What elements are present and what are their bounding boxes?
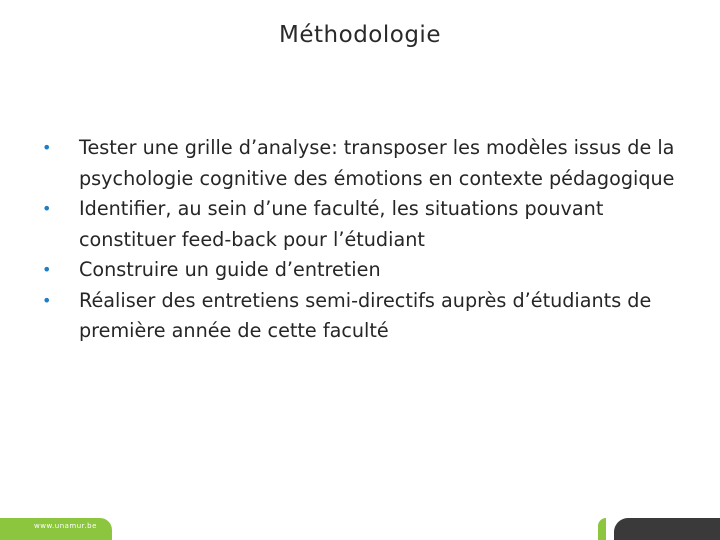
footer-dark-tab bbox=[614, 518, 720, 540]
slide-title: Méthodologie bbox=[279, 22, 441, 48]
bullet-item bbox=[42, 194, 692, 255]
footer-green-tab bbox=[0, 518, 112, 540]
bullet-text: Identifier, au sein d’une faculté, les situations pouvant constituer feed-back pour l’étudiant bbox=[79, 197, 604, 251]
bullet-item bbox=[42, 286, 692, 347]
bullet-icon: • bbox=[42, 290, 52, 310]
bullet-text: Tester une grille d’analyse: transposer les modèles issus de la psychologie cognitive des émotions en contexte pédagogique bbox=[79, 136, 675, 190]
bullet-icon: • bbox=[42, 138, 52, 157]
bullet-list bbox=[42, 133, 692, 347]
bullet-text: Réaliser des entretiens semi-directifs auprès d’étudiants de première année de cette faculté bbox=[79, 288, 652, 342]
bullet-text: Construire un guide d’entretien bbox=[79, 258, 381, 281]
bullet-icon: • bbox=[42, 199, 52, 218]
footer-url[interactable]: www.unamur.be bbox=[34, 522, 97, 530]
footer-green-accent bbox=[598, 518, 606, 540]
bullet-item bbox=[42, 133, 692, 194]
bullet-item bbox=[42, 255, 692, 286]
bullet-icon: • bbox=[42, 260, 52, 279]
